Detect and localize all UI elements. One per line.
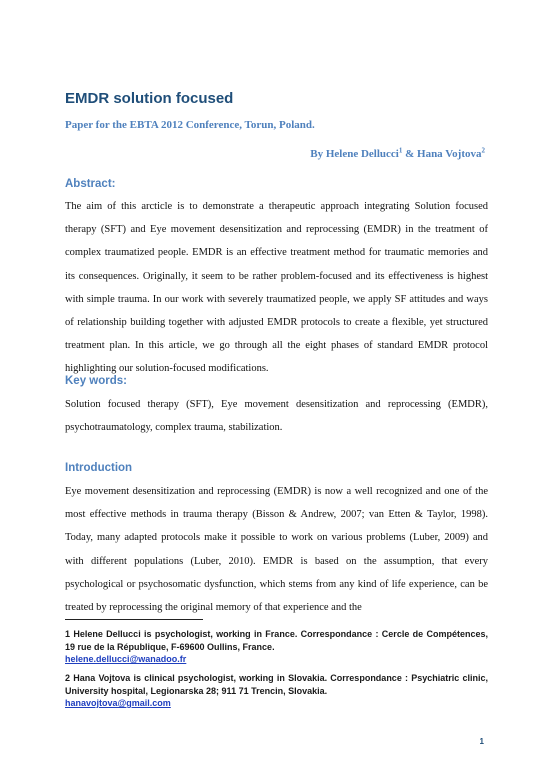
introduction-heading: Introduction [65,462,133,474]
paper-title: EMDR solution focused [65,90,234,107]
author-byline [310,148,485,160]
keywords-heading: Key words: [65,375,127,387]
introduction-text: Eye movement desensitization and reprocessing (EMDR) is now a well recognized and one of the most effective methods in trauma therapy (Bisson & Andrew, 2007; van Etten & Taylor, 1998). Today, many adapted protocols make it possible to work on various problems (Luber, 2009) and with different populations (Luber, 2010). EMDR is based on the assumption, that every psychological or psychosomatic dysfunction, which stems from any kind of life experience, can be treated by reprocessing the original memory of that experience and the [65,486,488,614]
abstract-text: The aim of this arcticle is to demonstrate a therapeutic approach integrating Solution focused therapy (SFT) and Eye movement desensitization and reprocessing (EMDR) in the treatment of complex traumatized people. EMDR is an effective treatment method for traumatic memories and its consequences. Originally, it seem to be rather problem-focused and its effectiveness is highest with simple trauma. In our work with severely traumatized people, we apply SF attitudes and ways of relationship building together with adjusted EMDR protocols to create a flexible, yet structured treatment plan. In this article, we go through all the eight phases of standard EMDR protocol highlighting our solution-focused modifications. [65,201,488,375]
footnote-2-mark: 2 [65,673,71,683]
page-number: 1 [479,737,484,746]
footnote-1 [65,628,488,666]
footnote-2-email-link[interactable]: hanavojtova@gmail.com [65,698,171,708]
footnote-ref-2: 2 [481,146,485,155]
paper-subtitle: Paper for the EBTA 2012 Conference, Torun, Poland. [65,119,315,131]
byline-middle: & Hana Vojtova [402,148,482,160]
byline-prefix: By Helene Dellucci [310,148,399,160]
footnote-1-mark: 1 [65,629,71,639]
footnote-1-text: Helene Dellucci is psychologist, working in France. Correspondance : Cercle de Compétences, 19 rue de la République, F-69600 Oullins, France. [65,629,488,652]
keywords-text: Solution focused therapy (SFT), Eye movement desensitization and reprocessing (EMDR), psychotraumatology, complex trauma, stabilization. [65,399,488,434]
footnote-ref-1: 1 [398,146,403,155]
footnote-2-text: Hana Vojtova is clinical psychologist, working in Slovakia. Correspondance : Psychiatric clinic, University hospital, Legionarska 28; 911 71 Trencin, Slovakia. [65,673,488,696]
abstract-heading: Abstract: [65,178,116,190]
footnote-2 [65,672,488,710]
footnote-1-email-link[interactable]: helene.dellucci@wanadoo.fr [65,654,187,664]
footnote-separator [65,619,203,620]
